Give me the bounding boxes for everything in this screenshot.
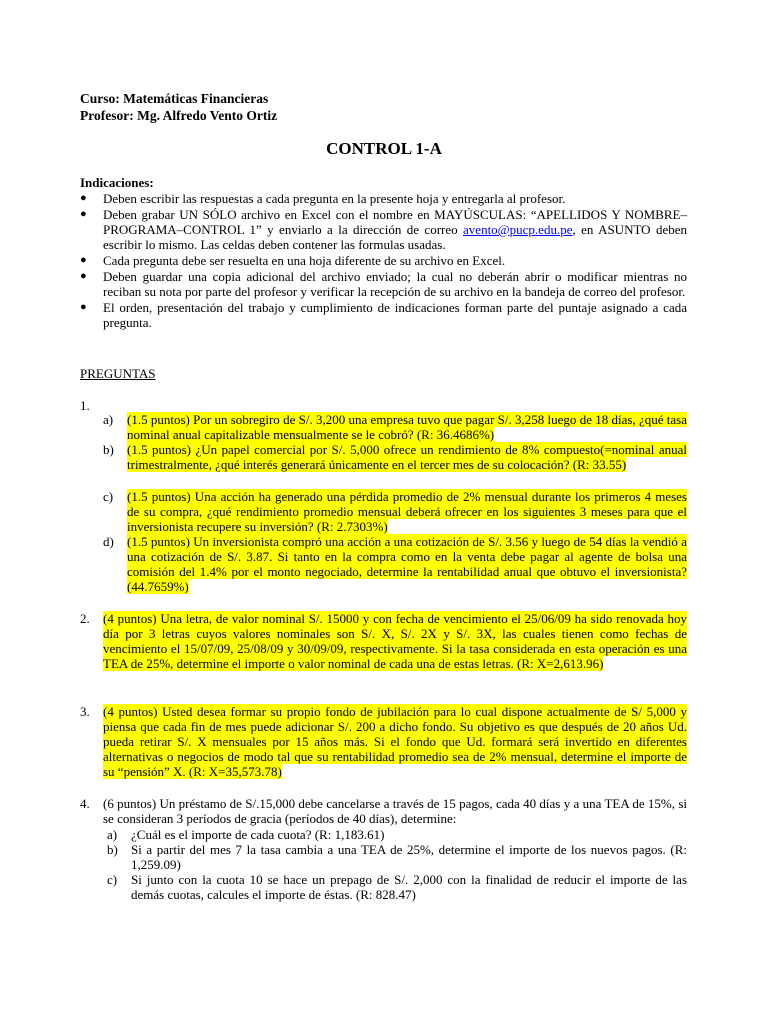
- bullet-icon: ●: [80, 192, 87, 204]
- question-text: (1.5 puntos) ¿Un papel comercial por S/. 5,000 ofrece un rendimiento de 8% compuesto(=nominal anual trimestralmente, ¿qué interés generará únicamente en el tercer mes de su colocación? (R: 33.55): [127, 442, 687, 472]
- question-1d: [103, 534, 687, 594]
- question-text: ¿Cuál es el importe de cada cuota? (R: 1,183.61): [131, 827, 385, 842]
- indicaciones-heading: Indicaciones:: [80, 175, 154, 190]
- question-text: (1.5 puntos) Por un sobregiro de S/. 3,200 una empresa tuvo que pagar S/. 3,258 luego de 18 días, ¿qué tasa nominal anual capitalizable mensualmente se le cobró? (R: 36.4686%): [127, 412, 687, 442]
- question-1b: [103, 442, 687, 472]
- indicaciones-list: [80, 191, 687, 331]
- sub-label: c): [107, 872, 118, 887]
- page-title: CONTROL 1-A: [326, 139, 442, 158]
- list-item-text: Deben guardar una copia adicional del archivo enviado; la cual no deberán abrir o modificar mientras no reciban su nota por parte del profesor y verificar la recepción de su archivo en la bandeja de correo del profesor.: [103, 269, 687, 299]
- bullet-icon: ●: [80, 301, 87, 313]
- list-item-text: El orden, presentación del trabajo y cumplimiento de indicaciones forman parte del puntaje asignado a cada pregunta.: [103, 300, 687, 330]
- sub-label: a): [107, 827, 118, 842]
- question-text: Si a partir del mes 7 la tasa cambia a una TEA de 25%, determine el importe de los nuevos pagos. (R: 1,259.09): [131, 842, 687, 872]
- sub-label: b): [107, 842, 118, 857]
- question-text: (6 puntos) Un préstamo de S/.15,000 debe cancelarse a través de 15 pagos, cada 40 días y a una TEA de 15%, si se consideran 3 períodos de gracia (períodos de 40 días), determine:: [103, 796, 687, 826]
- list-item-text: [103, 207, 687, 252]
- question-number: 3.: [80, 704, 90, 719]
- question-1a: [103, 412, 687, 442]
- question-text: Si junto con la cuota 10 se hace un prepago de S/. 2,000 con la finalidad de reducir el importe de las demás cuotas, calcules el importe de éstas. (R: 828.47): [131, 872, 687, 902]
- document-header: [80, 90, 277, 124]
- email-link[interactable]: avento@pucp.edu.pe: [463, 222, 573, 237]
- list-item-text: Deben escribir las respuestas a cada pregunta en la presente hoja y entregarla al profesor.: [103, 191, 566, 206]
- question-4a: [107, 827, 687, 842]
- question-text: (4 puntos) Usted desea formar su propio fondo de jubilación para lo cual dispone actualmente de S/ 5,000 y piensa que cada fin de mes puede adicionar S/. 200 a dicho fondo. Su objetivo es que después de 20 años Ud. pueda retirar S/. X mensuales por 15 años más. Si el fondo que Ud. formará será invertido en diferentes alternativas o negocios de modo tal que su rentabilidad promedio sea de 2% mensual, determine el importe de su “pensión” X. (R: X=35,573.78): [103, 704, 687, 779]
- list-item-text: Cada pregunta debe ser resuelta en una hoja diferente de su archivo en Excel.: [103, 253, 506, 268]
- list-item: [80, 269, 687, 299]
- course-line: Curso: Matemáticas Financieras: [80, 91, 269, 106]
- list-item-text-tail: , en ASUNTO deben escribir lo mismo. Las celdas deben contener las formulas usadas.: [103, 222, 687, 252]
- bullet-icon: ●: [80, 270, 87, 282]
- question-1c: [103, 489, 687, 534]
- preguntas-heading: PREGUNTAS: [80, 366, 156, 381]
- question-4c: [107, 872, 687, 902]
- sub-label: c): [103, 489, 114, 504]
- question-4b: [107, 842, 687, 872]
- list-item-text-part: Deben grabar UN SÓLO archivo en Excel con el nombre en MAYÚSCULAS: “APELLIDOS Y NOMBRE–PROGRAMA–CONTROL 1” y enviarlo a la dirección de correo: [103, 207, 687, 237]
- bullet-icon: ●: [80, 254, 87, 266]
- professor-line: Profesor: Mg. Alfredo Vento Ortiz: [80, 108, 278, 123]
- list-item: [80, 300, 687, 330]
- sub-label: b): [103, 442, 114, 457]
- sub-label: a): [103, 412, 114, 427]
- list-item: [80, 191, 687, 206]
- question-text: (1.5 puntos) Una acción ha generado una pérdida promedio de 2% mensual durante los primeros 4 meses de su compra, ¿qué rendimiento promedio mensual deberá ofrecer en los siguientes 3 meses para que el inversionista recupere su inversión? (R: 2.7303%): [127, 489, 687, 534]
- list-item: [80, 253, 687, 268]
- sub-label: d): [103, 534, 114, 549]
- question-number: 4.: [80, 796, 90, 811]
- bullet-icon: ●: [80, 208, 87, 220]
- question-number: 2.: [80, 611, 90, 626]
- question-text: (4 puntos) Una letra, de valor nominal S/. 15000 y con fecha de vencimiento el 25/06/09 ha sido renovada hoy día por 3 letras cuyos valores nominales son S/. X, S/. 2X y S/. 3X, las cuales tienen como fechas de vencimiento el 15/07/09, 25/08/09 y 30/09/09, respectivamente. Si la tasa considerada en esta operación es una TEA de 25%, determine el importe o valor nominal de cada una de estas letras. (R: X=2,613.96): [103, 611, 687, 671]
- question-number: 1.: [80, 398, 90, 413]
- question-text: (1.5 puntos) Un inversionista compró una acción a una cotización de S/. 3.56 y luego de 54 días la vendió a una cotización de S/. 3.87. Si tanto en la compra como en la venta debe pagar al agente de bolsa una comisión del 1.4% por el monto negociado, determine la rentabilidad anual que obtuvo el inversionista? (44.7659%): [127, 534, 687, 594]
- list-item: [80, 207, 687, 252]
